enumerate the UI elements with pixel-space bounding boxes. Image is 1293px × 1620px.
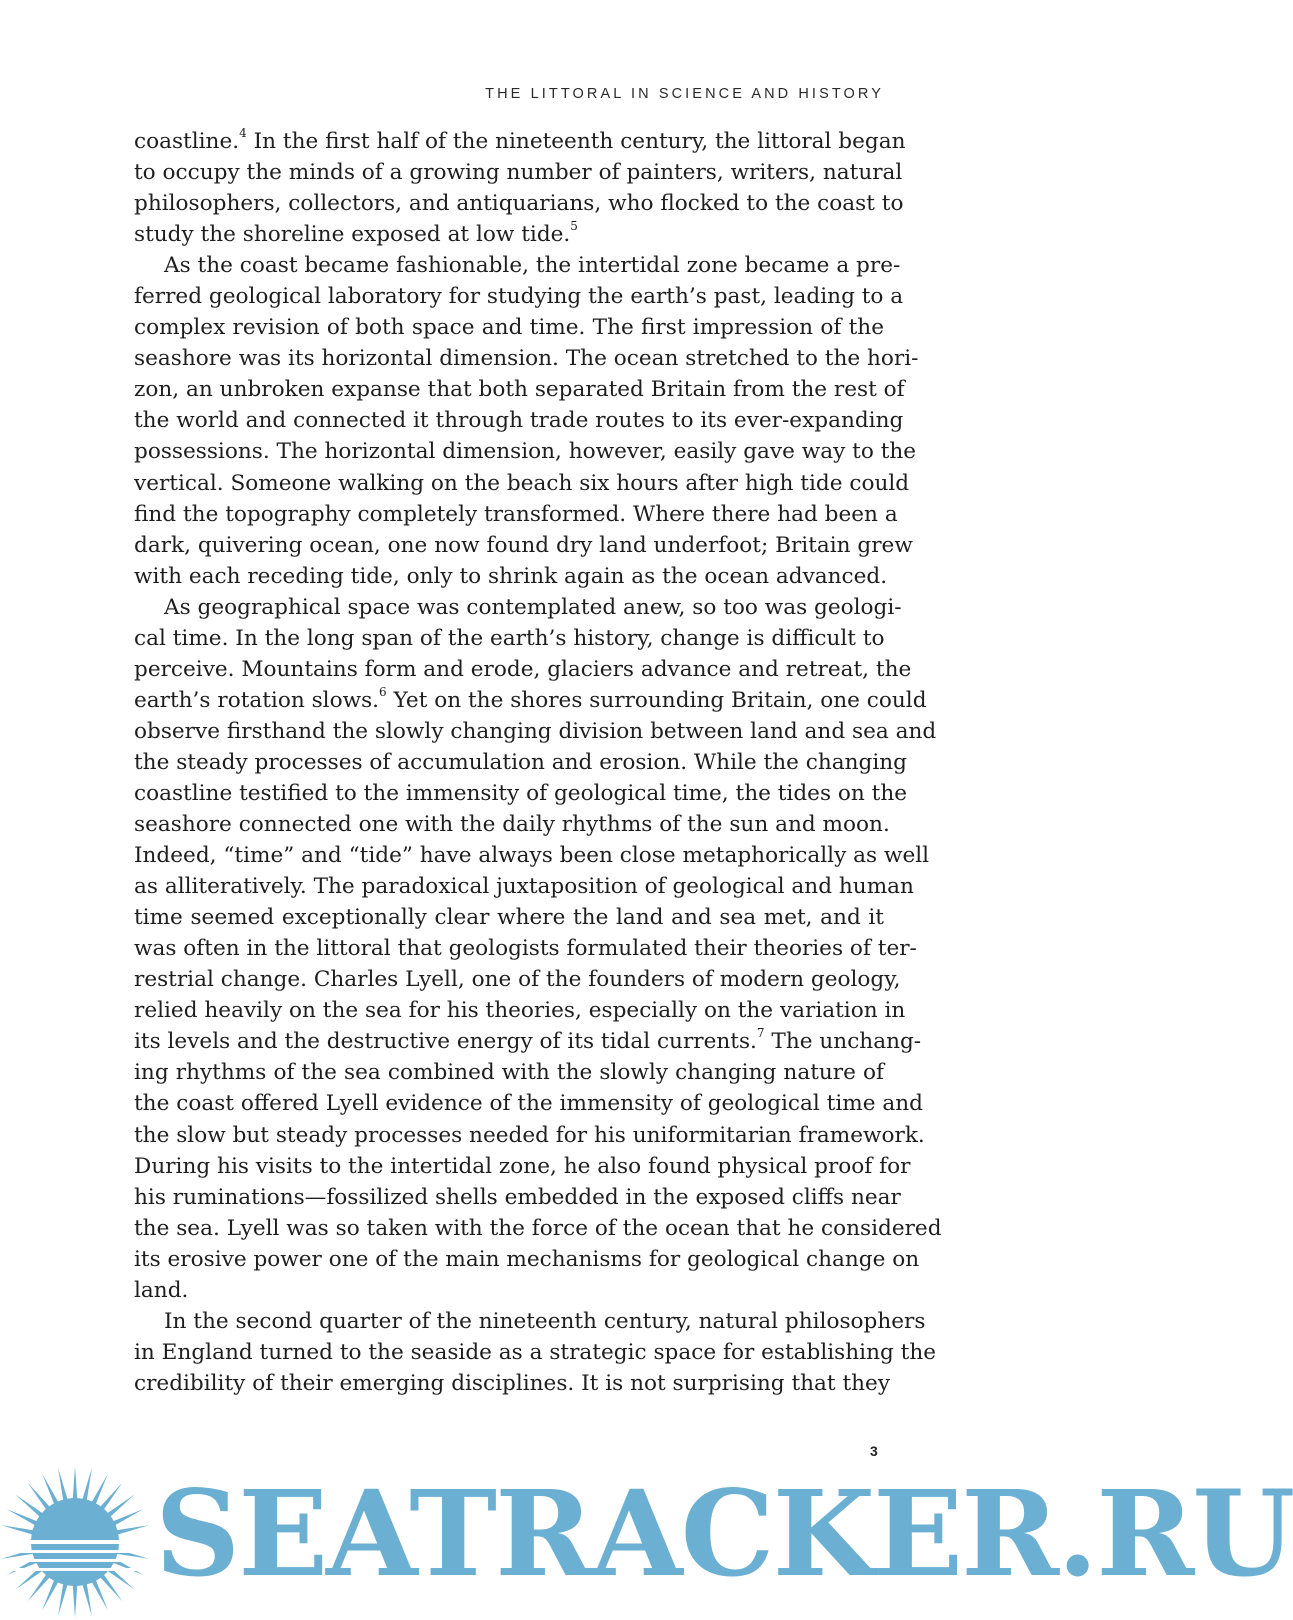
page-number: 3 xyxy=(870,1443,878,1459)
text-line xyxy=(134,1088,923,1119)
sun-ray xyxy=(58,1468,68,1504)
text-line-segment: cal time. In the long span of the earth’s history, change is difficult to xyxy=(134,625,885,651)
text-line-segment: seashore was its horizontal dimension. The ocean stretched to the hori- xyxy=(134,346,919,372)
body-text xyxy=(134,125,942,1399)
sun-ray xyxy=(1,1525,37,1535)
text-line-segment: in England turned to the seaside as a strategic space for establishing the xyxy=(134,1339,937,1365)
text-line xyxy=(134,684,927,716)
text-line-segment: seashore connected one with the daily rhythms of the sun and moon. xyxy=(134,812,890,838)
text-line xyxy=(134,809,890,840)
text-line-segment: During his visits to the intertidal zone, he also found physical proof for xyxy=(134,1153,911,1179)
text-line xyxy=(134,561,888,592)
text-line-segment: the world and connected it through trade routes to its ever-expanding xyxy=(134,408,904,434)
text-line xyxy=(134,747,907,778)
text-line-segment: time seemed exceptionally clear where the land and sea met, and it xyxy=(134,905,884,931)
sun-ray xyxy=(81,1468,91,1504)
text-line-segment: with each receding tide, only to shrink again as the ocean advanced. xyxy=(134,563,888,589)
text-line xyxy=(134,1213,942,1244)
text-line-segment: earth’s rotation slows. xyxy=(134,687,380,713)
text-line-segment: to occupy the minds of a growing number of painters, writers, natural xyxy=(134,160,903,186)
text-line-segment: study the shoreline exposed at low tide. xyxy=(134,222,571,248)
text-line xyxy=(134,436,917,467)
text-line-segment: As the coast became fashionable, the intertidal zone became a pre- xyxy=(164,253,901,279)
text-line-segment: perceive. Mountains form and erode, glaciers advance and retreat, the xyxy=(134,656,912,682)
text-line xyxy=(134,1306,926,1337)
text-line-segment: As geographical space was contemplated anew, so too was geologi- xyxy=(164,594,902,620)
footnote-marker: 4 xyxy=(239,125,247,140)
text-line xyxy=(134,964,901,995)
text-line xyxy=(134,623,884,654)
text-line xyxy=(134,1337,937,1368)
text-line-segment: In the second quarter of the nineteenth century, natural philosophers xyxy=(164,1308,926,1334)
text-line xyxy=(134,995,906,1026)
text-line-segment: restrial change. Charles Lyell, one of the founders of modern geology, xyxy=(134,967,901,993)
text-line xyxy=(134,902,884,933)
sun-icon xyxy=(0,1462,160,1620)
text-line-segment: find the topography completely transformed. Where there had been a xyxy=(134,501,898,527)
text-line xyxy=(134,1120,925,1151)
text-line-segment: the steady processes of accumulation and erosion. While the changing xyxy=(134,749,907,775)
text-line xyxy=(134,374,905,405)
text-line xyxy=(134,1057,884,1088)
text-line xyxy=(134,1244,920,1275)
text-line xyxy=(134,530,913,561)
text-line xyxy=(134,312,884,343)
text-line-segment: philosophers, collectors, and antiquarians, who flocked to the coast to xyxy=(134,191,904,217)
text-line xyxy=(134,840,930,871)
running-head: THE LITTORAL IN SCIENCE AND HISTORY xyxy=(485,86,884,102)
sun-ray xyxy=(73,1466,78,1502)
text-line-segment: its levels and the destructive energy of its tidal currents. xyxy=(134,1029,757,1055)
text-line-segment: the sea. Lyell was so taken with the force of the ocean that he considered xyxy=(134,1215,942,1241)
watermark-text: SEATRACKER.RU xyxy=(155,1464,1293,1603)
text-line-segment: relied heavily on the sea for his theories, especially on the variation in xyxy=(134,998,906,1024)
text-line xyxy=(134,871,914,902)
text-line-segment: his ruminations—fossilized shells embedded in the exposed cliffs near xyxy=(134,1184,901,1210)
text-line xyxy=(134,250,901,281)
text-line-segment: credibility of their emerging disciplines. It is not surprising that they xyxy=(134,1370,891,1396)
text-line-segment: zon, an unbroken expanse that both separated Britain from the rest of xyxy=(134,377,905,403)
text-line-segment: the coast offered Lyell evidence of the immensity of geological time and xyxy=(134,1091,923,1117)
text-line xyxy=(134,499,898,530)
text-line-segment: observe firsthand the slowly changing division between land and sea and xyxy=(134,718,937,744)
text-line-segment: land. xyxy=(134,1277,189,1303)
watermark xyxy=(0,1462,1293,1620)
text-line-segment: dark, quivering ocean, one now found dry land underfoot; Britain grew xyxy=(134,532,913,558)
text-line xyxy=(134,1182,901,1213)
text-line xyxy=(134,592,902,623)
text-line-segment: was often in the littoral that geologists formulated their theories of ter- xyxy=(134,936,917,962)
text-line xyxy=(134,468,910,499)
text-line-segment: its erosive power one of the main mechanisms for geological change on xyxy=(134,1246,920,1272)
text-line xyxy=(134,778,908,809)
text-line xyxy=(134,281,904,312)
text-line-segment: as alliteratively. The paradoxical juxtaposition of geological and human xyxy=(134,874,914,900)
text-line-segment: possessions. The horizontal dimension, however, easily gave way to the xyxy=(134,439,917,465)
text-line xyxy=(134,157,903,188)
sun-ray xyxy=(73,1582,78,1618)
text-line xyxy=(134,125,906,157)
text-line-segment: The unchang- xyxy=(764,1029,922,1055)
text-line-segment: ferred geological laboratory for studying the earth’s past, leading to a xyxy=(134,284,904,310)
text-line-segment: the slow but steady processes needed for his uniformitarian framework. xyxy=(134,1122,925,1148)
footnote-marker: 6 xyxy=(379,684,387,699)
text-line-segment: vertical. Someone walking on the beach six hours after high tide could xyxy=(134,470,910,496)
text-line xyxy=(134,1026,922,1057)
text-line-segment: ing rhythms of the sea combined with the slowly changing nature of xyxy=(134,1060,884,1086)
text-line-segment: Indeed, “time” and “tide” have always been close metaphorically as well xyxy=(134,843,930,869)
footnote-marker: 5 xyxy=(570,218,578,233)
text-line-segment: complex revision of both space and time. The first impression of the xyxy=(134,315,884,341)
text-line xyxy=(134,654,912,685)
sun-ray xyxy=(58,1580,68,1616)
text-line-segment: Yet on the shores surrounding Britain, one could xyxy=(386,687,927,713)
text-line xyxy=(134,219,884,250)
text-line xyxy=(134,188,904,219)
footnote-marker: 7 xyxy=(756,1026,765,1041)
text-line xyxy=(134,716,937,747)
text-line-segment: coastline testified to the immensity of geological time, the tides on the xyxy=(134,780,908,806)
text-line-segment: In the first half of the nineteenth century, the littoral began xyxy=(246,129,906,154)
text-line xyxy=(134,343,919,374)
sun-ray xyxy=(113,1525,149,1535)
text-line xyxy=(134,933,917,964)
text-line xyxy=(134,405,904,436)
text-line xyxy=(134,1275,884,1306)
text-line xyxy=(134,1368,891,1399)
sun-ray xyxy=(81,1580,91,1616)
text-line xyxy=(134,1151,911,1182)
text-line-segment: coastline. xyxy=(134,129,240,154)
